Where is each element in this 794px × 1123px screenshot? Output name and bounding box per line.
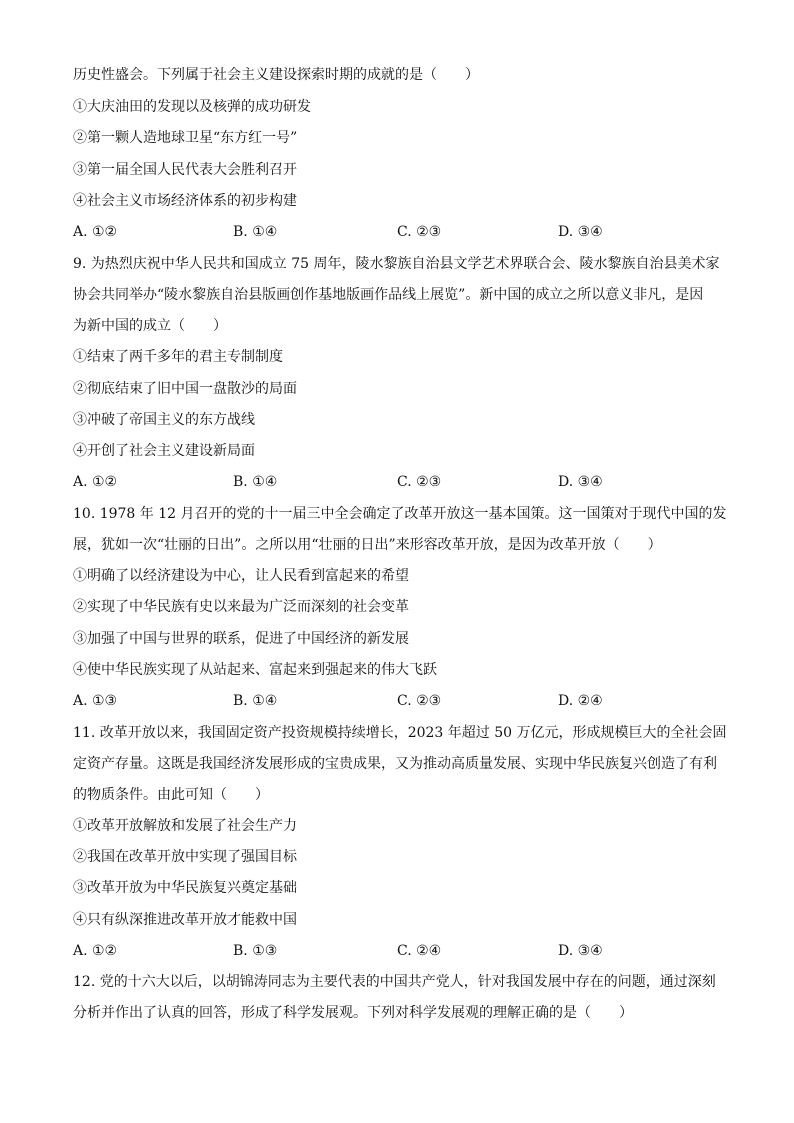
q10-stem-line-1: 10. 1978 年 12 月召开的党的十一届三中全会确定了改革开放这一基本国策。这一国策对于现代中国的发: [73, 506, 727, 522]
q8-choice-a[interactable]: A. ①②: [73, 224, 118, 240]
q9-option-1: ①结束了两千多年的君主专制制度: [73, 349, 283, 365]
q9-stem-line-2: 协会共同举办“陵水黎族自治县版画创作基地版画作品线上展览”。新中国的成立之所以意义非凡，是因: [73, 287, 704, 303]
q10-option-1: ①明确了以经济建设为中心，让人民看到富起来的希望: [73, 568, 409, 584]
q11-choices: [73, 941, 733, 961]
q11-choice-d[interactable]: D. ③④: [558, 943, 603, 959]
q8-option-3: ③第一届全国人民代表大会胜利召开: [73, 162, 297, 178]
q9-choice-c[interactable]: C. ②③: [397, 474, 442, 490]
q8-option-1: ①大庆油田的发现以及核弹的成功研发: [73, 99, 311, 115]
q9-choice-a[interactable]: A. ①②: [73, 474, 118, 490]
q9-choices: [73, 472, 733, 492]
q10-choice-b[interactable]: B. ①④: [233, 693, 278, 709]
q9-stem-line-1: 9. 为热烈庆祝中华人民共和国成立 75 周年，陵水黎族自治县文学艺术界联合会、陵水黎族自治县美术家: [73, 256, 720, 272]
q8-option-2: ②第一颗人造地球卫星“东方红一号”: [73, 130, 298, 146]
q11-option-1: ①改革开放解放和发展了社会生产力: [73, 818, 297, 834]
q10-option-2: ②实现了中华民族有史以来最为广泛而深刻的社会变革: [73, 599, 409, 615]
q11-option-4: ④只有纵深推进改革开放才能救中国: [73, 912, 297, 928]
q8-choices: [73, 222, 733, 242]
q10-stem-line-2: 展，犹如一次“壮丽的日出”。之所以用“壮丽的日出”来形容改革开放，是因为改革开放（ ）: [73, 537, 662, 553]
q11-option-2: ②我国在改革开放中实现了强国目标: [73, 849, 297, 865]
q11-option-3: ③改革开放为中华民族复兴奠定基础: [73, 880, 297, 896]
q12-stem-line-2: 分析并作出了认真的回答，形成了科学发展观。下列对科学发展观的理解正确的是（ ）: [73, 1005, 633, 1021]
q10-choice-d[interactable]: D. ②④: [558, 693, 603, 709]
q12-stem-line-1: 12. 党的十六大以后，以胡锦涛同志为主要代表的中国共产党人，针对我国发展中存在的问题，通过深刻: [73, 974, 716, 990]
q9-choice-d[interactable]: D. ③④: [558, 474, 603, 490]
q8-choice-c[interactable]: C. ②③: [397, 224, 442, 240]
q11-choice-a[interactable]: A. ①②: [73, 943, 118, 959]
q10-option-4: ④使中华民族实现了从站起来、富起来到强起来的伟大飞跃: [73, 662, 437, 678]
q8-choice-d[interactable]: D. ③④: [558, 224, 603, 240]
q11-stem-line-1: 11. 改革开放以来，我国固定资产投资规模持续增长，2023 年超过 50 万亿元，形成规模巨大的全社会固: [73, 725, 727, 741]
q9-option-4: ④开创了社会主义建设新局面: [73, 443, 255, 459]
q8-choice-b[interactable]: B. ①④: [233, 224, 278, 240]
q11-stem-line-2: 定资产存量。这既是我国经济发展形成的宝贵成果，又为推动高质量发展、实现中华民族复兴创造了有利: [73, 756, 717, 772]
q10-option-3: ③加强了中国与世界的联系，促进了中国经济的新发展: [73, 631, 409, 647]
q10-choice-c[interactable]: C. ②③: [397, 693, 442, 709]
q11-choice-b[interactable]: B. ①③: [233, 943, 278, 959]
question-8-stem-tail: 历史性盛会。下列属于社会主义建设探索时期的成就的是（ ）: [73, 67, 479, 83]
q9-option-3: ③冲破了帝国主义的东方战线: [73, 412, 255, 428]
q9-stem-line-3: 为新中国的成立（ ）: [73, 318, 227, 334]
q9-choice-b[interactable]: B. ①④: [233, 474, 278, 490]
q10-choices: [73, 691, 733, 711]
q10-choice-a[interactable]: A. ①③: [73, 693, 118, 709]
q11-stem-line-3: 的物质条件。由此可知（ ）: [73, 787, 269, 803]
q9-option-2: ②彻底结束了旧中国一盘散沙的局面: [73, 381, 297, 397]
q8-option-4: ④社会主义市场经济体系的初步构建: [73, 193, 297, 209]
q11-choice-c[interactable]: C. ②④: [397, 943, 442, 959]
